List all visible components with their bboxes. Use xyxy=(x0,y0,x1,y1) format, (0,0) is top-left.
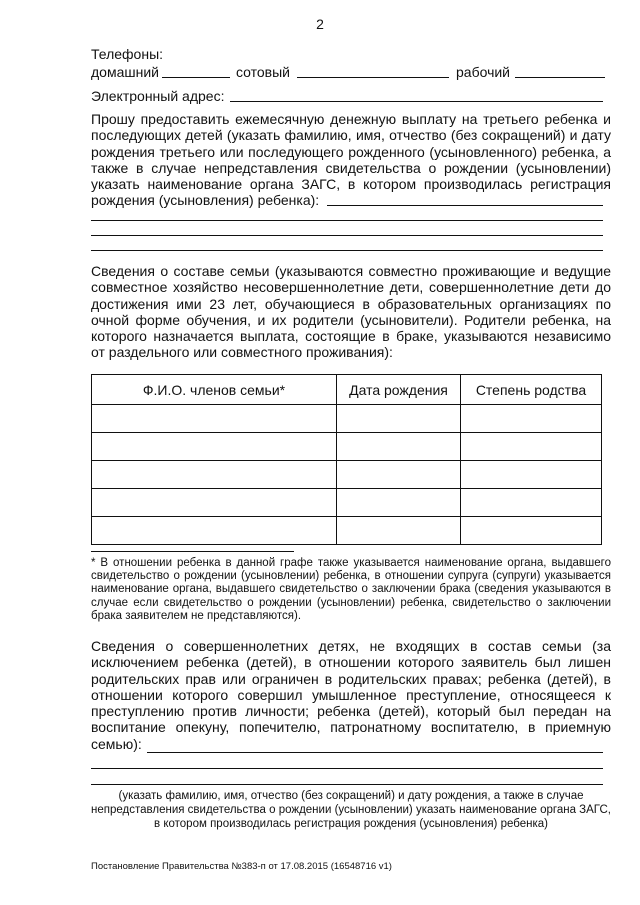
cell-relation[interactable] xyxy=(461,461,602,489)
column-header-birthdate: Дата рождения xyxy=(337,375,461,405)
table-row xyxy=(92,489,602,517)
home-phone-label: домашний xyxy=(91,64,159,80)
adult-children-field-line-1[interactable] xyxy=(147,752,603,753)
cell-relation[interactable] xyxy=(461,433,602,461)
adult-children-field-line-3[interactable] xyxy=(91,784,603,785)
cell-birthdate[interactable] xyxy=(337,433,461,461)
cell-name[interactable] xyxy=(92,461,337,489)
cell-relation[interactable] xyxy=(461,489,602,517)
request-field-line-3[interactable] xyxy=(91,235,603,236)
adult-children-field-line-2[interactable] xyxy=(91,768,603,769)
table-row xyxy=(92,517,602,545)
request-field-line-1[interactable] xyxy=(327,205,603,206)
table-row xyxy=(92,405,602,433)
document-footer: Постановление Правительства №383-п от 17.08.2015 (16548716 v1) xyxy=(91,861,392,872)
cell-birthdate[interactable] xyxy=(337,517,461,545)
column-header-name: Ф.И.О. членов семьи* xyxy=(92,375,337,405)
cell-relation[interactable] xyxy=(461,517,602,545)
table-row xyxy=(92,461,602,489)
cell-relation[interactable] xyxy=(461,405,602,433)
cell-birthdate[interactable] xyxy=(337,405,461,433)
page-number: 2 xyxy=(316,16,324,32)
footnote: * В отношении ребенка в данной графе также указывается наименование органа, выдавшего свидетельство о рождении (усыновлении) ребенка, в отношении супруга (супруги) указывается наименование органа, выдавшего свидетельство о заключении брака (сведения указываются в случае если свидетельство о рождении (усыновлении) ребенка, свидетельство о заключении брака заявителем не представляются). xyxy=(91,557,611,622)
request-field-line-4[interactable] xyxy=(91,250,603,251)
family-paragraph: Сведения о составе семьи (указываются совместно проживающие и ведущие совместное хозяйство несовершеннолетние дети, совершеннолетние дети до достижения ими 23 лет, обучающиеся в образовательных организациях по очной форме обучения, и их родители (усыновители). Родители ребенка, на которого назначается выплата, состоящие в браке, указываются независимо от раздельного или совместного проживания): xyxy=(91,263,611,361)
email-field[interactable] xyxy=(230,101,603,102)
email-label: Электронный адрес: xyxy=(91,88,225,104)
cell-name[interactable] xyxy=(92,517,337,545)
request-paragraph: Прошу предоставить ежемесячную денежную выплату на третьего ребенка и последующих детей (указать фамилию, имя, отчество (без сокращений) и дату рождения третьего или последующего рожденного (усыновленного) ребенка, а также в случае непредставления свидетельства о рождении (усыновлении) указать наименование органа ЗАГС, в котором производилась регистрация рождения (усыновления) ребенка): xyxy=(91,111,611,209)
table-header-row xyxy=(92,375,602,405)
work-phone-label: рабочий xyxy=(456,64,511,80)
table-row xyxy=(92,433,602,461)
footnote-separator xyxy=(91,551,294,552)
cell-name[interactable] xyxy=(92,489,337,517)
mobile-phone-label: сотовый xyxy=(236,64,290,80)
phones-title: Телефоны: xyxy=(91,46,164,62)
request-field-line-2[interactable] xyxy=(91,220,603,221)
family-members-table xyxy=(91,374,602,545)
cell-name[interactable] xyxy=(92,405,337,433)
column-header-relation: Степень родства xyxy=(461,375,602,405)
cell-birthdate[interactable] xyxy=(337,489,461,517)
cell-birthdate[interactable] xyxy=(337,461,461,489)
mobile-phone-field[interactable] xyxy=(297,77,449,78)
adult-children-paragraph: Сведения о совершеннолетних детях, не входящих в состав семьи (за исключением ребенка (детей), в отношении которого заявитель был лишен родительских прав или ограничен в родительских правах; ребенка (детей), в отношении которого совершил умышленное преступление, относящееся к преступлению против личности; ребенка (детей), который был передан на воспитание опекуну, попечителю, патронатному воспитателю, в приемную семью): xyxy=(91,638,611,752)
cell-name[interactable] xyxy=(92,433,337,461)
home-phone-field[interactable] xyxy=(162,77,230,78)
work-phone-field[interactable] xyxy=(515,77,605,78)
field-caption: (указать фамилию, имя, отчество (без сокращений) и дату рождения, а также в случае непредставления свидетельства о рождении (усыновлении) указать наименование органа ЗАГС, в котором производилась регистрация рождения (усыновления) ребенка) xyxy=(91,790,611,830)
